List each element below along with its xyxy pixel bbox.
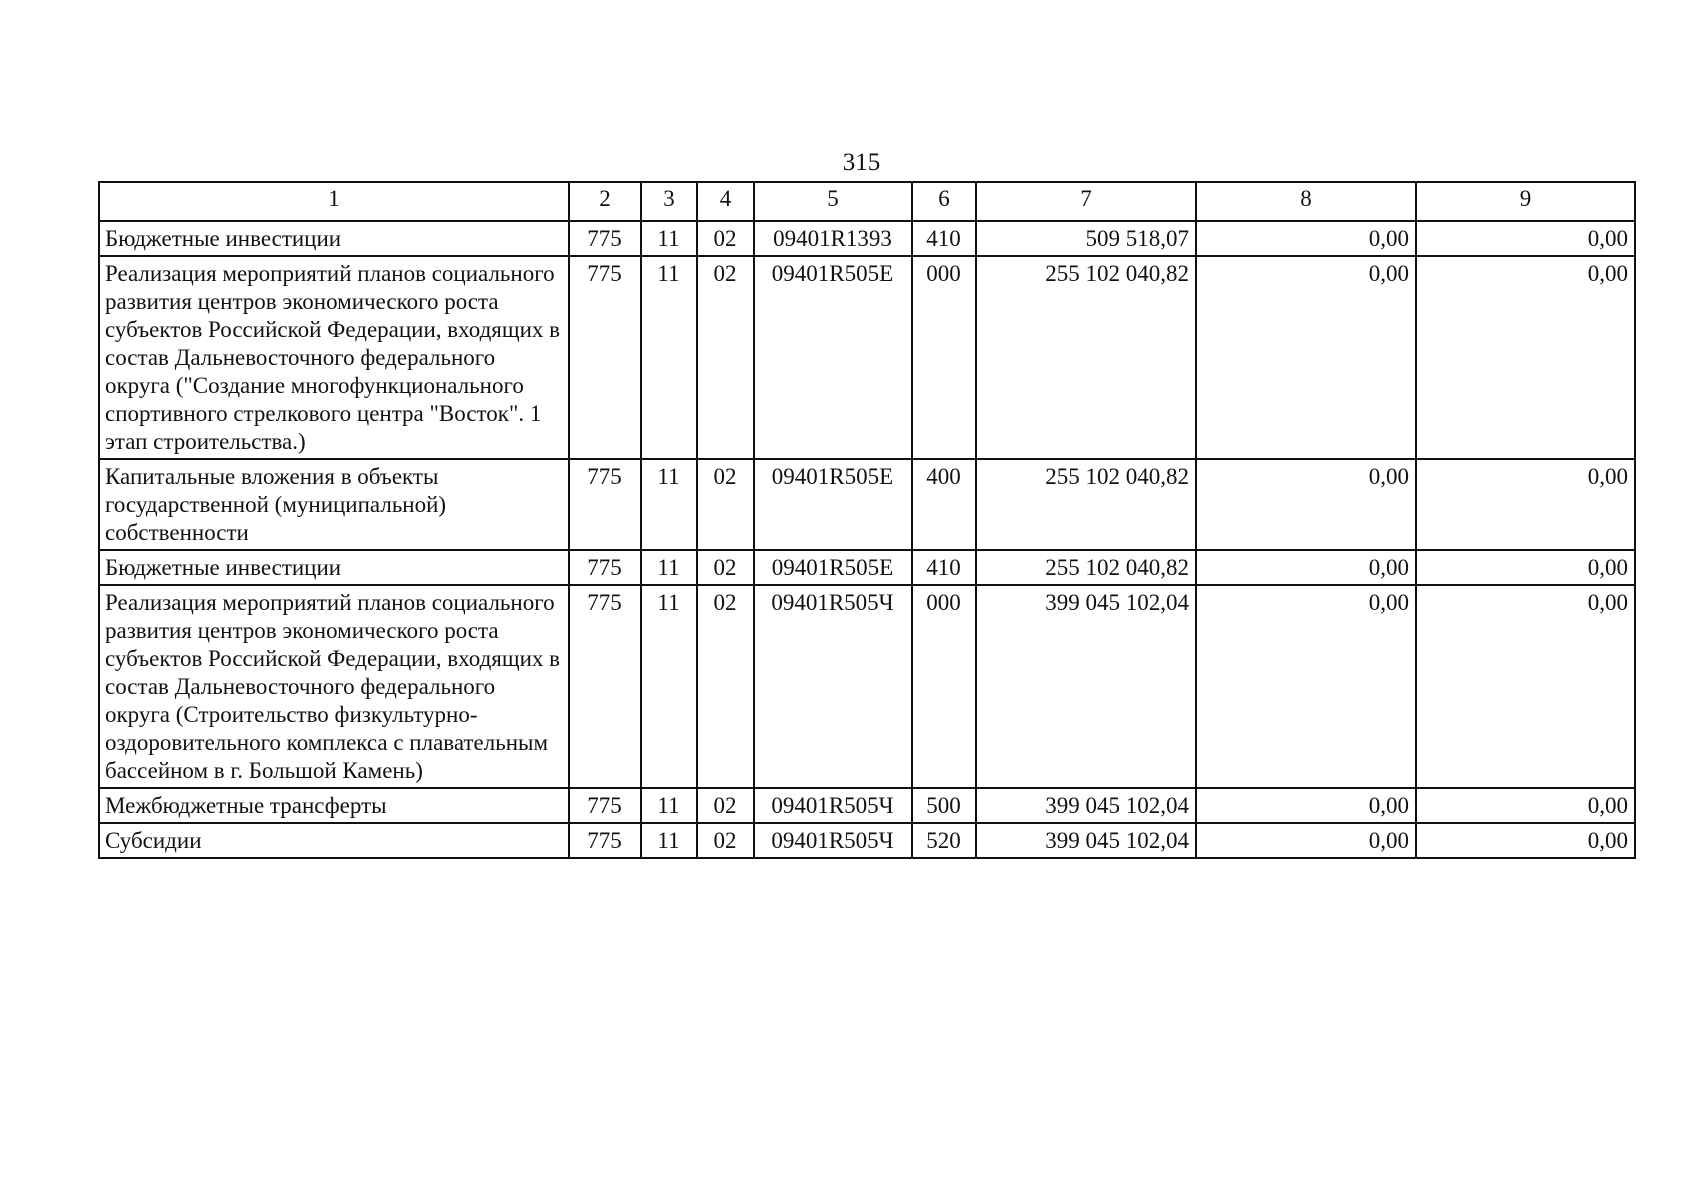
expense-type-code: 410 — [912, 221, 976, 256]
target-article-code: 09401R505Ч — [754, 823, 912, 858]
amount-col7: 399 045 102,04 — [976, 788, 1196, 823]
ministry-code: 775 — [569, 256, 641, 459]
item-name: Межбюджетные трансферты — [99, 788, 569, 823]
column-header: 3 — [641, 182, 697, 221]
table-row — [99, 256, 1635, 459]
ministry-code: 775 — [569, 788, 641, 823]
table-row — [99, 788, 1635, 823]
subsection-code: 02 — [697, 550, 754, 585]
amount-col7: 255 102 040,82 — [976, 550, 1196, 585]
ministry-code: 775 — [569, 585, 641, 788]
section-code: 11 — [641, 585, 697, 788]
target-article-code: 09401R505Е — [754, 550, 912, 585]
amount-col7: 399 045 102,04 — [976, 823, 1196, 858]
column-header: 6 — [912, 182, 976, 221]
target-article-code: 09401R505Ч — [754, 585, 912, 788]
expense-type-code: 000 — [912, 585, 976, 788]
amount-col9: 0,00 — [1416, 459, 1635, 550]
column-header: 5 — [754, 182, 912, 221]
subsection-code: 02 — [697, 256, 754, 459]
ministry-code: 775 — [569, 823, 641, 858]
table-row — [99, 221, 1635, 256]
table-row — [99, 459, 1635, 550]
table-row — [99, 550, 1635, 585]
column-header: 8 — [1196, 182, 1416, 221]
section-code: 11 — [641, 823, 697, 858]
subsection-code: 02 — [697, 221, 754, 256]
expense-type-code: 400 — [912, 459, 976, 550]
table-row — [99, 823, 1635, 858]
ministry-code: 775 — [569, 550, 641, 585]
header-row — [99, 182, 1635, 221]
amount-col7: 509 518,07 — [976, 221, 1196, 256]
amount-col7: 255 102 040,82 — [976, 459, 1196, 550]
subsection-code: 02 — [697, 459, 754, 550]
column-header: 7 — [976, 182, 1196, 221]
expense-type-code: 520 — [912, 823, 976, 858]
expense-type-code: 000 — [912, 256, 976, 459]
item-name: Капитальные вложения в объекты государственной (муниципальной) собственности — [99, 459, 569, 550]
amount-col9: 0,00 — [1416, 788, 1635, 823]
column-header: 2 — [569, 182, 641, 221]
amount-col8: 0,00 — [1196, 459, 1416, 550]
amount-col7: 255 102 040,82 — [976, 256, 1196, 459]
ministry-code: 775 — [569, 459, 641, 550]
item-name: Бюджетные инвестиции — [99, 550, 569, 585]
ministry-code: 775 — [569, 221, 641, 256]
column-header: 9 — [1416, 182, 1635, 221]
amount-col9: 0,00 — [1416, 823, 1635, 858]
subsection-code: 02 — [697, 823, 754, 858]
subsection-code: 02 — [697, 585, 754, 788]
amount-col8: 0,00 — [1196, 221, 1416, 256]
amount-col9: 0,00 — [1416, 221, 1635, 256]
section-code: 11 — [641, 256, 697, 459]
target-article-code: 09401R505Ч — [754, 788, 912, 823]
table-row — [99, 585, 1635, 788]
expense-type-code: 500 — [912, 788, 976, 823]
column-header: 4 — [697, 182, 754, 221]
expense-type-code: 410 — [912, 550, 976, 585]
amount-col8: 0,00 — [1196, 256, 1416, 459]
amount-col8: 0,00 — [1196, 823, 1416, 858]
section-code: 11 — [641, 550, 697, 585]
column-header: 1 — [99, 182, 569, 221]
budget-table — [98, 181, 1636, 859]
amount-col9: 0,00 — [1416, 550, 1635, 585]
amount-col8: 0,00 — [1196, 550, 1416, 585]
item-name: Бюджетные инвестиции — [99, 221, 569, 256]
target-article-code: 09401R505Е — [754, 459, 912, 550]
section-code: 11 — [641, 221, 697, 256]
item-name: Реализация мероприятий планов социального развития центров экономического роста субъектов Российской Федерации, входящих в состав Дальневосточного федерального округа ("Создание многофункционального спортивного стрелкового центра "Восток". 1 этап строительства.) — [99, 256, 569, 459]
section-code: 11 — [641, 788, 697, 823]
amount-col9: 0,00 — [1416, 256, 1635, 459]
target-article-code: 09401R505Е — [754, 256, 912, 459]
section-code: 11 — [641, 459, 697, 550]
subsection-code: 02 — [697, 788, 754, 823]
item-name: Субсидии — [99, 823, 569, 858]
amount-col7: 399 045 102,04 — [976, 585, 1196, 788]
page-number: 315 — [842, 149, 881, 176]
target-article-code: 09401R1393 — [754, 221, 912, 256]
amount-col8: 0,00 — [1196, 585, 1416, 788]
amount-col8: 0,00 — [1196, 788, 1416, 823]
item-name: Реализация мероприятий планов социального развития центров экономического роста субъектов Российской Федерации, входящих в состав Дальневосточного федерального округа (Строительство физкультурно-оздоровительного комплекса с плавательным бассейном в г. Большой Камень) — [99, 585, 569, 788]
amount-col9: 0,00 — [1416, 585, 1635, 788]
